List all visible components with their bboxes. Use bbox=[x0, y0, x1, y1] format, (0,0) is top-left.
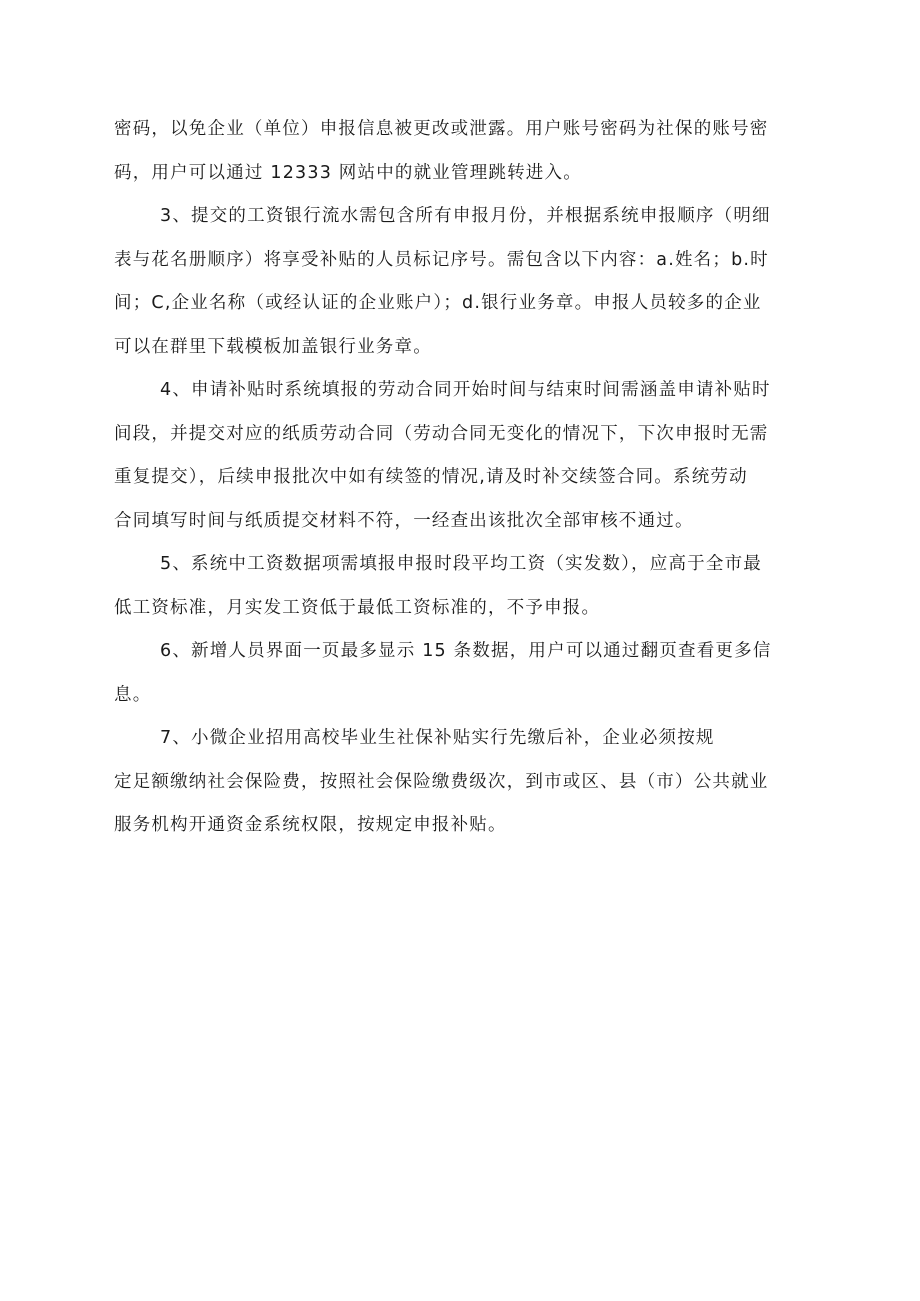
paragraph-line: 4、申请补贴时系统填报的劳动合同开始时间与结束时间需涵盖申请补贴时 bbox=[160, 380, 771, 400]
document-body bbox=[114, 108, 810, 848]
paragraph-line: 7、小微企业招用高校毕业生社保补贴实行先缴后补，企业必须按规 bbox=[160, 728, 715, 748]
paragraph-line: 6、新增人员界面一页最多显示 15 条数据，用户可以通过翻页查看更多信 bbox=[160, 641, 772, 661]
paragraph-line: 5、系统中工资数据项需填报申报时段平均工资（实发数），应高于全市最 bbox=[160, 554, 762, 574]
paragraph-line: 定足额缴纳社会保险费，按照社会保险缴费级次，到市或区、县（市）公共就业 bbox=[114, 771, 769, 792]
paragraph-password-note bbox=[114, 108, 810, 195]
paragraph-line: 3、提交的工资银行流水需包含所有申报月份，并根据系统申报顺序（明细 bbox=[160, 206, 771, 226]
paragraph-item-6 bbox=[114, 630, 810, 717]
paragraph-item-4 bbox=[114, 369, 810, 543]
paragraph-item-3 bbox=[114, 195, 810, 369]
paragraph-line: 码，用户可以通过 12333 网站中的就业管理跳转进入。 bbox=[114, 162, 582, 183]
paragraph-line: 合同填写时间与纸质提交材料不符，一经查出该批次全部审核不通过。 bbox=[114, 510, 694, 531]
paragraph-item-7 bbox=[114, 717, 810, 848]
paragraph-line: 间段，并提交对应的纸质劳动合同（劳动合同无变化的情况下，下次申报时无需 bbox=[114, 423, 769, 444]
paragraph-line: 间；C,企业名称（或经认证的企业账户）；d.银行业务章。申报人员较多的企业 bbox=[114, 293, 762, 313]
paragraph-line: 息。 bbox=[114, 684, 152, 705]
paragraph-line: 重复提交），后续申报批次中如有续签的情况,请及时补交续签合同。系统劳动 bbox=[114, 467, 748, 487]
paragraph-item-5 bbox=[114, 543, 810, 630]
paragraph-line: 可以在群里下载模板加盖银行业务章。 bbox=[114, 336, 432, 357]
paragraph-line: 低工资标准，月实发工资低于最低工资标准的，不予申报。 bbox=[114, 597, 601, 618]
paragraph-line: 密码，以免企业（单位）申报信息被更改或泄露。用户账号密码为社保的账号密 bbox=[114, 119, 769, 139]
paragraph-line: 服务机构开通资金系统权限，按规定申报补贴。 bbox=[114, 815, 507, 835]
paragraph-line: 表与花名册顺序）将享受补贴的人员标记序号。需包含以下内容：a.姓名；b.时 bbox=[114, 249, 769, 270]
